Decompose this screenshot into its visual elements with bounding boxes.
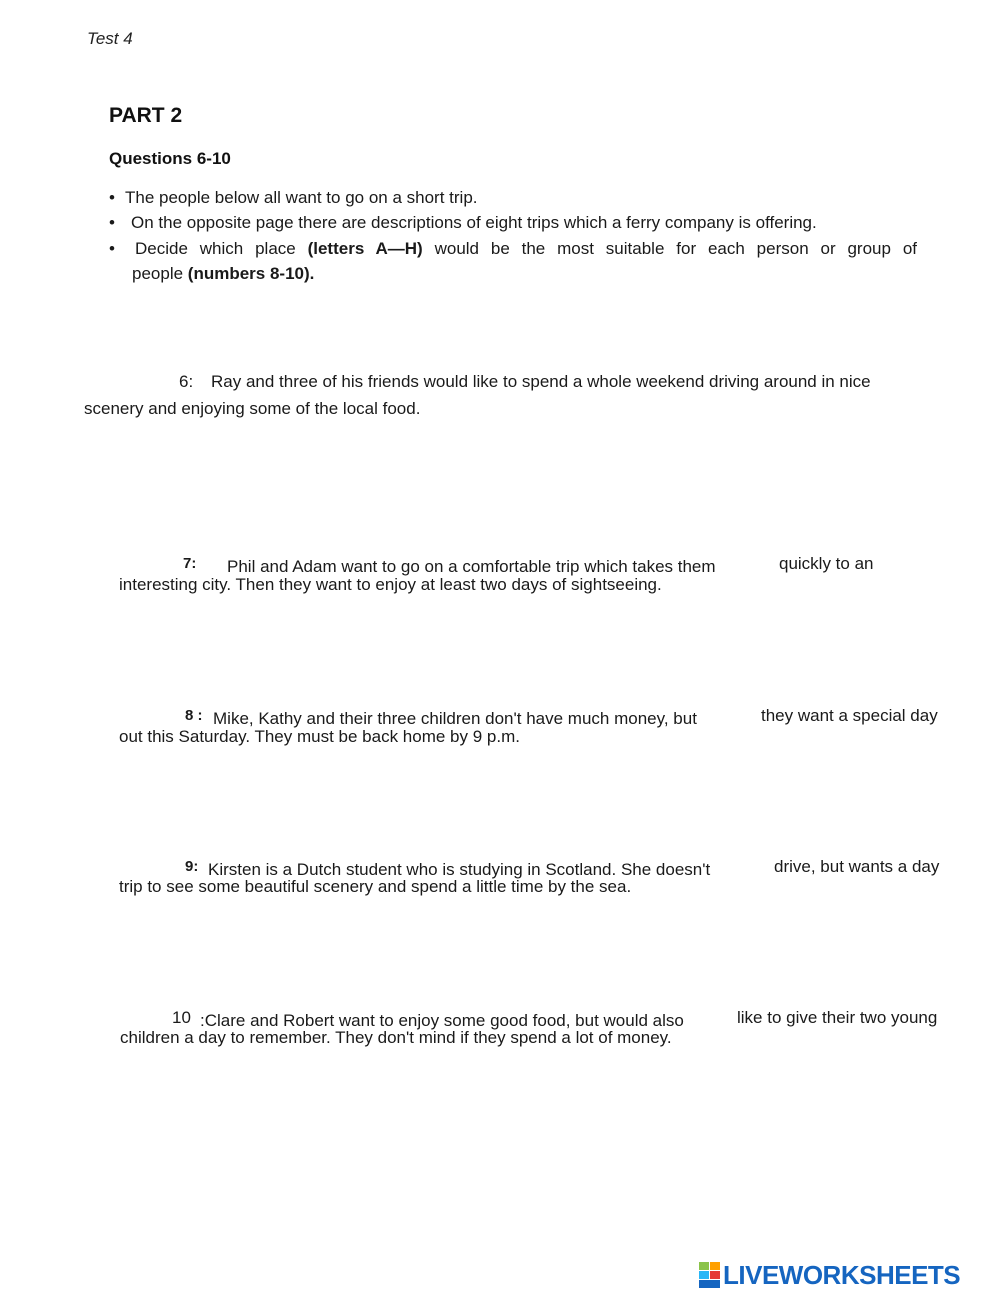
bullet-icon: • bbox=[109, 239, 115, 258]
q8-line2: out this Saturday. They must be back home by 9 p.m. bbox=[119, 727, 520, 746]
q7-line2: interesting city. Then they want to enjoy at least two days of sightseeing. bbox=[119, 575, 662, 594]
logo-tile-green bbox=[699, 1262, 709, 1270]
numbers-range: (numbers 8-10). bbox=[187, 264, 315, 283]
q10-number: 10 bbox=[172, 1008, 191, 1027]
q9-line1a: Kirsten is a Dutch student who is studying in Scotland. She doesn't bbox=[208, 860, 711, 879]
instruction-text-3b: would be the most suitable for each person or group of bbox=[422, 239, 917, 258]
bullet-icon: • bbox=[109, 188, 115, 207]
logo-tile-orange bbox=[710, 1262, 720, 1270]
q9-line2: trip to see some beautiful scenery and spend a little time by the sea. bbox=[119, 877, 632, 896]
q9-number: 9: bbox=[185, 858, 199, 875]
instruction-text-1: The people below all want to go on a short trip. bbox=[125, 188, 478, 207]
q6-number: 6: bbox=[179, 372, 194, 391]
letters-range: (letters A—H) bbox=[307, 239, 423, 258]
q10-line1b: like to give their two young bbox=[737, 1008, 938, 1027]
logo-text: LIVEWORKSHEETS bbox=[723, 1260, 961, 1290]
instruction-text-3 bbox=[135, 239, 917, 259]
instruction-text-3a: Decide which place bbox=[135, 239, 308, 258]
q10-line1a: :Clare and Robert want to enjoy some good food, but would also bbox=[200, 1011, 684, 1030]
bullet-icon: • bbox=[109, 213, 115, 232]
instruction-text-3c: people bbox=[132, 264, 188, 283]
logo-blocks-icon bbox=[699, 1262, 721, 1288]
logo-tile-base bbox=[699, 1280, 720, 1288]
liveworksheets-logo bbox=[699, 1262, 993, 1288]
q10-line2: children a day to remember. They don't mind if they spend a lot of money. bbox=[120, 1028, 672, 1047]
instruction-text-3-cont bbox=[132, 264, 314, 284]
q9-line1b: drive, but wants a day bbox=[774, 857, 940, 876]
q8-line1a: Mike, Kathy and their three children don't have much money, but bbox=[213, 709, 697, 728]
q7-number: 7: bbox=[183, 555, 197, 572]
questions-range-heading: Questions 6-10 bbox=[109, 149, 231, 168]
q8-line1b: they want a special day bbox=[761, 706, 938, 725]
logo-tile-red bbox=[710, 1271, 720, 1279]
q7-line1b: quickly to an bbox=[779, 554, 874, 573]
instruction-text-2: On the opposite page there are descriptions of eight trips which a ferry company is offering. bbox=[131, 213, 817, 232]
part-title: PART 2 bbox=[109, 104, 183, 127]
q7-line1a: Phil and Adam want to go on a comfortable trip which takes them bbox=[227, 557, 716, 576]
q6-line2: scenery and enjoying some of the local food. bbox=[84, 399, 421, 418]
q6-line1: Ray and three of his friends would like to spend a whole weekend driving around in nice bbox=[211, 372, 871, 391]
q8-number: 8 : bbox=[185, 707, 203, 724]
test-label: Test 4 bbox=[87, 29, 133, 48]
logo-tile-blue bbox=[699, 1271, 709, 1279]
